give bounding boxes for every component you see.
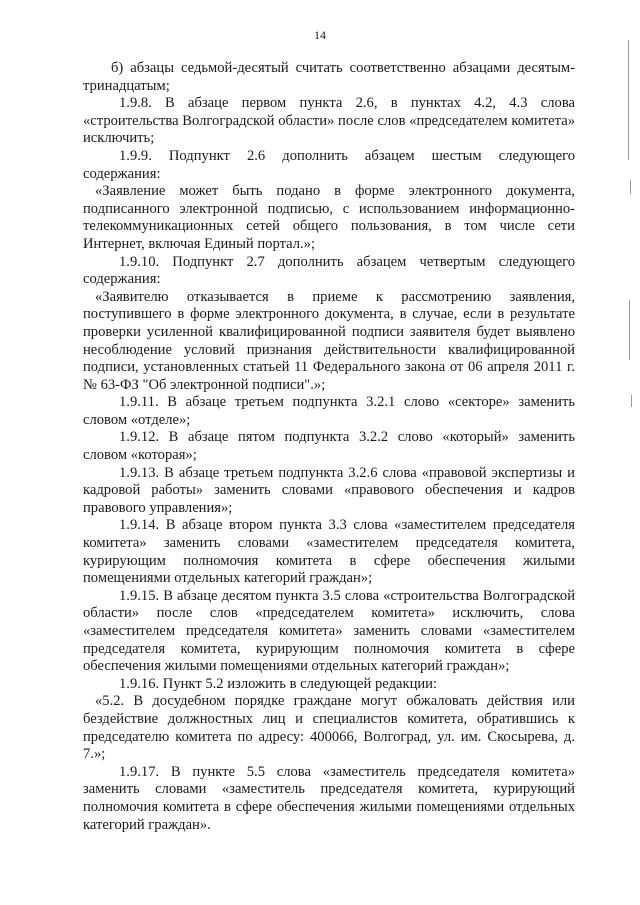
scan-mark [629,300,630,360]
paragraph-1-9-8: 1.9.8. В абзаце первом пункта 2.6, в пунктах 4.2, 4.3 слова «строительства Волгоградской области» после слов «председателем комитета» исключить; [83,95,575,147]
document-body [83,60,575,834]
paragraph-1-9-13: 1.9.13. В абзаце третьем подпункта 3.2.6 слова «правовой экспертизы и кадровой работы» заменить словами «правового обеспечения и кадров правового управления»; [83,464,575,516]
paragraph-1-9-9: 1.9.9. Подпункт 2.6 дополнить абзацем шестым следующего содержания: [83,147,575,182]
paragraph-1-9-15: 1.9.15. В абзаце десятом пункта 3.5 слова «строительства Волгоградской области» после слов «председателем комитета» исключить, слова «заместителем председателя комитета» заменить словами «заместителем председателя комитета, курирующим полномочия комитета в сфере обеспечения жилыми помещениями отдельных категорий граждан»; [83,587,575,675]
paragraph-1-9-11: 1.9.11. В абзаце третьем подпункта 3.2.1 слово «секторе» заменить словом «отделе»; [83,394,575,428]
quoted-text-1-9-10: «Заявителю отказывается в приеме к рассмотрению заявления, поступившего в форме электронного документа, в случае, если в результате проверки усиленной квалифицированной подписи заявителя будет выявлено несоблюдение условий признания действительности квалифицированной подписи, установленных статьей 11 Федерального закона от 06 апреля 2011 г. № 63-ФЗ "Об электронной подписи".»; [83,288,575,393]
scan-mark [628,40,629,160]
quoted-text-1-9-9: «Заявление может быть подано в форме электронного документа, подписанного электронной подписью, с использованием информационно-телекоммуникационных сетей общего пользования, в том числе сети Интернет, включая Единый портал.»; [83,183,575,252]
paragraph-1-9-12: 1.9.12. В абзаце пятом подпункта 3.2.2 слово «который» заменить словом «которая»; [83,429,575,464]
paragraph-1-9-16: 1.9.16. Пункт 5.2 изложить в следующей редакции: [119,675,438,692]
scan-mark [631,395,632,407]
paragraph-1-9-17: 1.9.17. В пункте 5.5 слова «заместитель председателя комитета» заменить словами «заместитель председателя комитета, курирующий полномочия комитета в сфере обеспечения жилыми помещениями отдельных категорий граждан». [83,763,575,833]
quoted-text-1-9-16: «5.2. В досудебном порядке граждане могут обжаловать действия или бездействие должностных лиц и специалистов комитета, обратившись к председателю комитета по адресу: 400066, Волгоград, ул. им. Скосырева, д. 7.»; [83,693,575,763]
scan-mark [630,180,631,194]
paragraph-1-9-10: 1.9.10. Подпункт 2.7 дополнить абзацем четвертым следующего содержания: [83,253,575,288]
paragraph-subitem-b: б) абзацы седьмой-десятый считать соответственно абзацами десятым-тринадцатым; [83,60,575,94]
page-number: 14 [314,28,326,42]
paragraph-1-9-14: 1.9.14. В абзаце втором пункта 3.3 слова «заместителем председателя комитета» заменить словами «заместителем председателя комитета, курирующим полномочия комитета в сфере обеспечения жилыми помещениями отдельных категорий граждан»; [83,517,575,587]
